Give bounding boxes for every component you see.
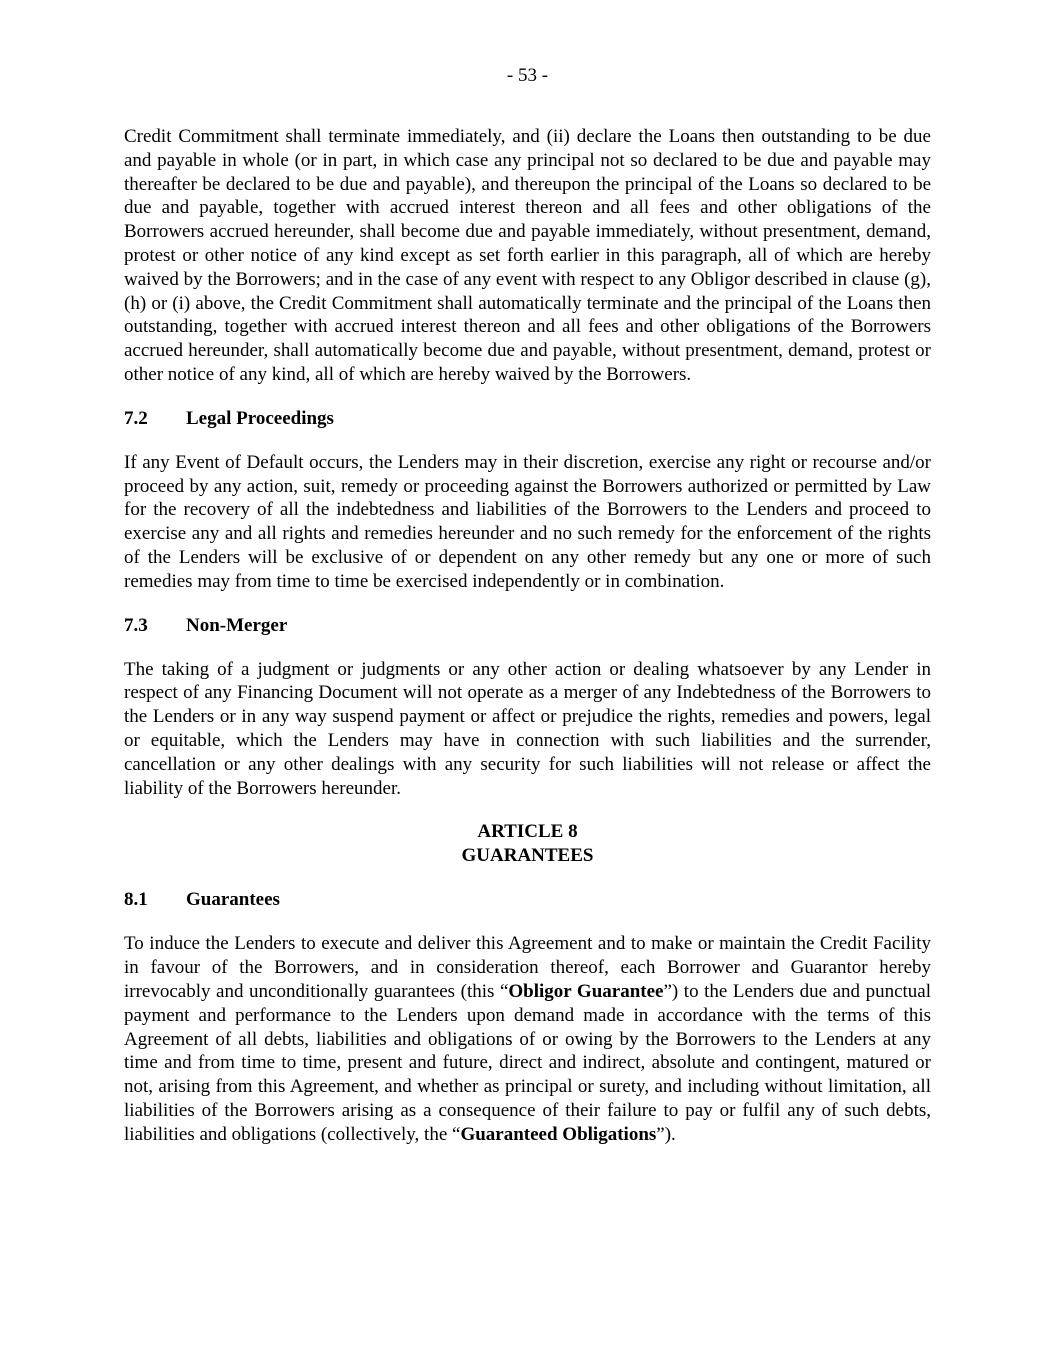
- section-number: 7.3: [124, 614, 148, 636]
- paragraph-text: To induce the Lenders to execute and deliver this Agreement and to make or maintain the Credit Facility in favour of the Borrowers, and in consideration thereof, each Borrower and Guarantor hereby irrevocably and unconditionally guarantees (this “: [124, 933, 931, 1002]
- section-title: Legal Proceedings: [186, 407, 334, 429]
- document-body: [124, 125, 931, 1147]
- defined-term-guaranteed-obligations: Guaranteed Obligations: [460, 1123, 657, 1145]
- section-title: Non-Merger: [186, 614, 288, 636]
- section-7-2-heading: [124, 407, 931, 431]
- page-number: - 53 -: [506, 65, 549, 86]
- section-7-2-paragraph: If any Event of Default occurs, the Lenders may in their discretion, exercise any right or recourse and/or proceed by any action, suit, remedy or proceeding against the Borrowers authorized or permitted by Law for the recovery of all the indebtedness and liabilities of the Borrowers to the Lenders and proceed to exercise any and all rights and remedies hereunder and no such remedy for the enforcement of the rights of the Lenders will be exclusive of or dependent on any other remedy but any one or more of such remedies may from time to time be exercised independently or in combination.: [124, 451, 931, 592]
- paragraph-text: ”).: [656, 1123, 676, 1145]
- section-8-1-heading: [124, 888, 931, 912]
- article-number: ARTICLE 8: [477, 821, 578, 843]
- defined-term-obligor-guarantee: Obligor Guarantee: [508, 980, 664, 1002]
- article-heading: [124, 820, 931, 868]
- section-title: Guarantees: [186, 889, 280, 911]
- section-7-3-heading: [124, 614, 931, 638]
- section-number: 8.1: [124, 889, 148, 911]
- section-7-3-paragraph: The taking of a judgment or judgments or any other action or dealing whatsoever by any Lender in respect of any Financing Document will not operate as a merger of any Indebtedness of the Borrowers to the Lenders or in any way suspend payment or affect or prejudice the rights, remedies and powers, legal or equitable, which the Lenders may have in connection with such liabilities and the surrender, cancellation or any other dealings with any security for such liabilities will not release or affect the liability of the Borrowers hereunder.: [124, 658, 931, 799]
- section-number: 7.2: [124, 407, 148, 429]
- article-title: GUARANTEES: [461, 845, 594, 867]
- section-8-1-paragraph: [124, 932, 931, 1146]
- paragraph-text: ”) to the Lenders due and punctual payment and performance to the Lenders upon demand made in accordance with the terms of this Agreement of all debts, liabilities and obligations of or owing by the Borrowers to the Lenders at any time and from time to time, present and future, direct and indirect, absolute and contingent, matured or not, arising from this Agreement, and whether as principal or surety, and including without limitation, all liabilities of the Borrowers arising as a consequence of their failure to pay or fulfil any of such debts, liabilities and obligations (collectively, the “: [124, 980, 931, 1145]
- intro-paragraph: Credit Commitment shall terminate immediately, and (ii) declare the Loans then outstanding to be due and payable in whole (or in part, in which case any principal not so declared to be due and payable may thereafter be declared to be due and payable), and thereupon the principal of the Loans so declared to be due and payable, together with accrued interest thereon and all fees and other obligations of the Borrowers accrued hereunder, shall become due and payable immediately, without presentment, demand, protest or other notice of any kind except as set forth earlier in this paragraph, all of which are hereby waived by the Borrowers; and in the case of any event with respect to any Obligor described in clause (g), (h) or (i) above, the Credit Commitment shall automatically terminate and the principal of the Loans then outstanding, together with accrued interest thereon and all fees and other obligations of the Borrowers accrued hereunder, shall automatically become due and payable, without presentment, demand, protest or other notice of any kind, all of which are hereby waived by the Borrowers.: [124, 126, 931, 385]
